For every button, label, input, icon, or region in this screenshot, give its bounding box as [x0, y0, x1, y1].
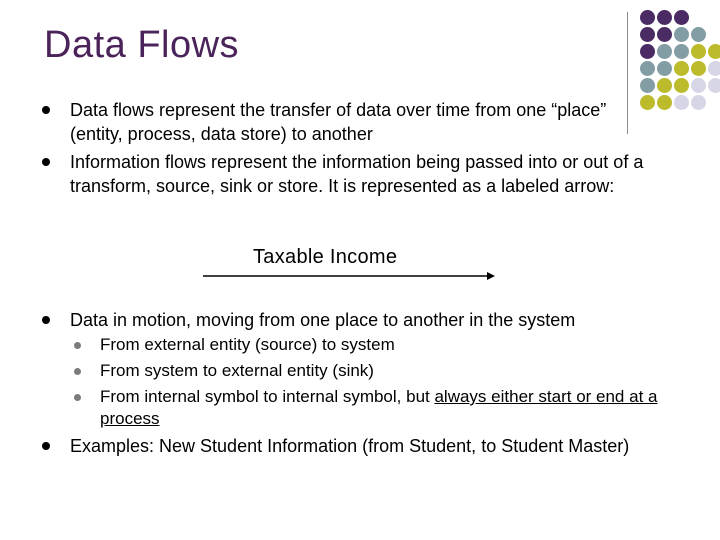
sub-bullet-prefix: From internal symbol to internal symbol, but: [100, 387, 435, 406]
bullet-text: Information flows represent the information being passed into or out of a transform, source, sink or store. It is represented as a labeled arrow:: [70, 152, 644, 196]
bullet-dot: [42, 442, 50, 450]
bullet-text: Data flows represent the transfer of data over time from one “place” (entity, process, data store) to another: [70, 100, 607, 144]
decor-dot: [657, 95, 672, 110]
decor-dot: [640, 10, 655, 25]
sub-bullet-dot: [74, 368, 81, 375]
sub-bullet-dot: [74, 394, 81, 401]
decor-dot: [708, 61, 720, 76]
slide-title: Data Flows: [44, 24, 240, 66]
decor-dot: [640, 61, 655, 76]
bullet-text: Data in motion, moving from one place to another in the system: [70, 310, 576, 330]
decor-dot: [674, 78, 689, 93]
sub-bullet-text: [100, 386, 692, 430]
decor-dot: [708, 44, 720, 59]
emphasis-underline: always either start or end at a process: [100, 387, 658, 428]
decor-dot: [691, 95, 706, 110]
decor-dot: [674, 44, 689, 59]
decor-dot: [640, 44, 655, 59]
decor-dot: [657, 10, 672, 25]
decor-dot: [657, 44, 672, 59]
decor-dot: [674, 61, 689, 76]
decor-dot: [657, 27, 672, 42]
flow-arrow: [203, 272, 498, 280]
decor-dot: [657, 61, 672, 76]
decor-dot: [691, 27, 706, 42]
decor-dot: [657, 78, 672, 93]
decor-dot: [640, 78, 655, 93]
sub-bullet-text: From external entity (source) to system: [100, 335, 395, 354]
bullet-dot: [42, 316, 50, 324]
sub-bullet-dot: [74, 342, 81, 349]
decor-dot: [691, 61, 706, 76]
decor-dot: [708, 78, 720, 93]
decor-dot: [640, 27, 655, 42]
sub-bullet-text: From system to external entity (sink): [100, 361, 374, 380]
bullet-text: Examples: New Student Information (from Student, to Student Master): [70, 436, 630, 456]
decor-dot: [640, 95, 655, 110]
bullet-dot: [42, 106, 50, 114]
decor-dot: [674, 27, 689, 42]
decor-dot: [674, 95, 689, 110]
arrow-label: Taxable Income: [253, 246, 398, 268]
decor-dot: [691, 78, 706, 93]
bullet-dot: [42, 158, 50, 166]
decor-dot: [674, 10, 689, 25]
decor-dot: [691, 44, 706, 59]
